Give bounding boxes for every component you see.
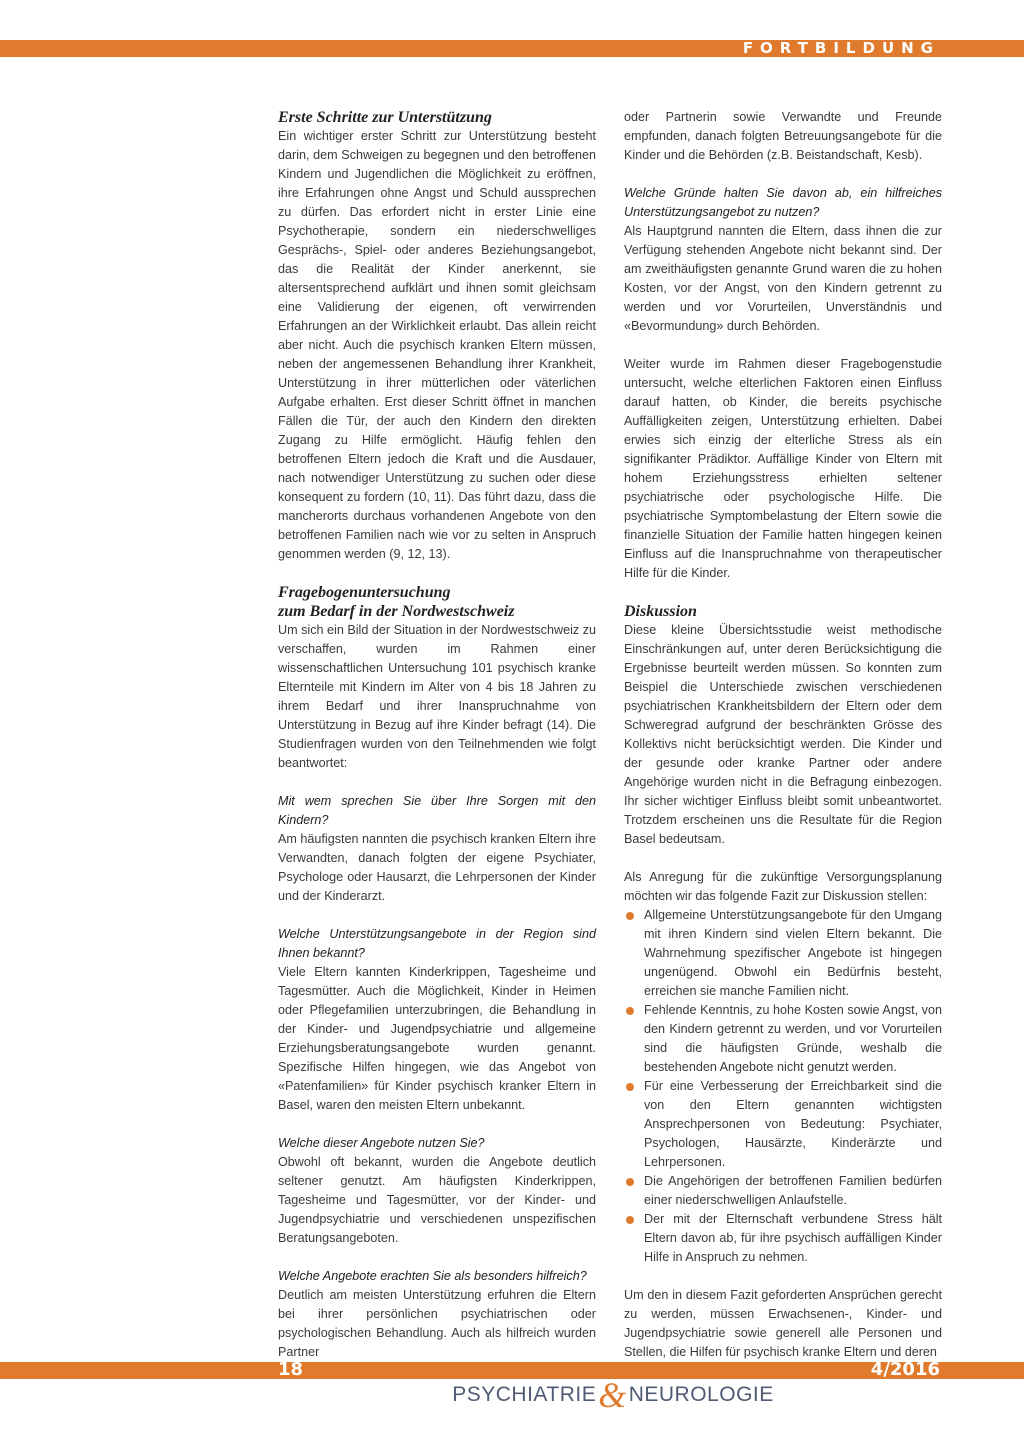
conclusion-list [624, 906, 942, 1267]
logo-text-right: NEUROLOGIE [628, 1383, 774, 1406]
left-column [278, 108, 596, 1362]
question: Welche Unterstützungsangebote in der Region sind Ihnen bekannt? [278, 927, 596, 960]
heading-first-steps: Erste Schritte zur Unterstützung [278, 109, 492, 126]
section-label: FORTBILDUNG [742, 39, 940, 57]
bullet-icon [626, 1216, 634, 1224]
list-item [624, 906, 942, 1001]
question: Welche Gründe halten Sie davon ab, ein hilfreiches Unterstützungsangebot zu nutzen? [624, 186, 942, 219]
bullet-icon [626, 912, 634, 920]
list-item [624, 1001, 942, 1077]
list-item [624, 1172, 942, 1210]
heading-discussion: Diskussion [624, 603, 697, 620]
bullet-icon [626, 1007, 634, 1015]
paragraph: oder Partnerin sowie Verwandte und Freunde empfunden, danach folgten Betreuungsangebote für die Kinder und die Behörden (z.B. Beistandschaft, Kesb). [624, 110, 942, 162]
issue-number: 4/2016 [870, 1359, 940, 1380]
paragraph: Um den in diesem Fazit geforderten Ansprüchen gerecht zu werden, müssen Erwachsenen-, Kinder- und Jugendpsychiatrie sowie generell alle Personen und Stellen, die Hilfen für psychisch kranke Eltern und deren [624, 1288, 942, 1359]
bullet-icon [626, 1178, 634, 1186]
answer: Als Hauptgrund nannten die Eltern, dass ihnen die zur Verfügung stehenden Angebote nicht bekannt sind. Der am zweithäufigsten genannte Grund waren die zu hohen Kosten, vor der Angst, von den Kindern getrennt zu werden und vor Vorurteilen, Unverständnis und «Bevormundung» durch Behörden. [624, 224, 942, 333]
question: Welche Angebote erachten Sie als besonders hilfreich? [278, 1269, 587, 1283]
paragraph: Um sich ein Bild der Situation in der Nordwestschweiz zu verschaffen, wurden im Rahmen einer wissenschaftlichen Untersuchung 101 psychisch kranke Elternteile mit Kindern im Alter von 4 bis 18 Jahren zu ihrem Bedarf und ihrer Inanspruchnahme von Unterstützung in Bezug auf ihre Kinder befragt (14). Die Studienfragen wurden von den Teilnehmenden wie folgt beantwortet: [278, 623, 596, 770]
bullet-icon [626, 1083, 634, 1091]
list-item-text: Die Angehörigen der betroffenen Familien bedürfen einer niederschwelligen Anlaufstelle. [644, 1174, 942, 1207]
answer: Am häufigsten nannten die psychisch kranken Eltern ihre Verwandten, danach folgten der eigene Psychiater, Psychologe oder Hausarzt, die Lehrpersonen der Kinder und der Kinderarzt. [278, 832, 596, 903]
question: Mit wem sprechen Sie über Ihre Sorgen mit den Kindern? [278, 794, 596, 827]
right-column [624, 108, 942, 1362]
logo-ampersand: & [598, 1375, 627, 1415]
list-item-text: Für eine Verbesserung der Erreichbarkeit sind die von den Eltern genannten wichtigsten Ansprechpersonen von Bedeutung: Psychiater, Psychologen, Hausärzte, Kinderärzte und Lehrpersonen. [644, 1079, 942, 1169]
heading-line: Fragebogenuntersuchung [278, 584, 451, 601]
logo-text-left: PSYCHIATRIE [452, 1383, 597, 1406]
paragraph: Diese kleine Übersichtsstudie weist methodische Einschränkungen auf, unter deren Berücksichtigung die Ergebnisse beurteilt werden müssen. So konnten zum Beispiel die Unterschiede zwischen verschiedenen psychiatrischen Krankheitsbildern der Eltern oder dem Schweregrad aufgrund der beschränkten Grösse des Kollektivs nicht berücksichtigt werden. Die Kinder und der gesunde oder kranke Partner oder andere Angehörige wurden nicht in die Befragung einbezogen. Ihr sicher wichtiger Einfluss bleibt somit unbeantwortet. Trotzdem erscheinen uns die Resultate für die Region Basel bedeutsam. [624, 623, 942, 846]
heading-line: zum Bedarf in der Nordwestschweiz [278, 603, 515, 620]
answer: Obwohl oft bekannt, wurden die Angebote deutlich seltener genutzt. Am häufigsten Kinderkrippen, Tagesheime und Tagesmütter, vor der Kinder- und Jugendpsychiatrie und verschiedenen unspezifischen Beratungsangeboten. [278, 1155, 596, 1245]
answer: Deutlich am meisten Unterstützung erfuhren die Eltern bei ihrer persönlichen psychiatrischen oder psychologischen Behandlung. Auch als hilfreich wurden Partner [278, 1288, 596, 1359]
list-item-text: Der mit der Elternschaft verbundene Stress hält Eltern davon ab, für ihre psychisch auffälligen Kinder Hilfe in Anspruch zu nehmen. [644, 1212, 942, 1264]
page-number: 18 [278, 1359, 304, 1380]
heading-questionnaire [278, 583, 596, 621]
list-item-text: Allgemeine Unterstützungsangebote für den Umgang mit ihren Kindern sind vielen Eltern bekannt. Die Wahrnehmung spezifischer Angebote ist hingegen ungenügend. Obwohl ein Bedürfnis besteht, erreichen sie manche Familien nicht. [644, 908, 942, 998]
list-item [624, 1210, 942, 1267]
journal-logo [452, 1375, 774, 1415]
paragraph: Weiter wurde im Rahmen dieser Fragebogenstudie untersucht, welche elterlichen Faktoren einen Einfluss darauf hatten, ob Kinder, die bereits psychische Auffälligkeiten zeigen, Unterstützung erhielten. Dabei erwies sich einzig der elterliche Stress als ein signifikanter Prädiktor. Auffällige Kinder von Eltern mit hohem Erziehungsstress erhielten seltener psychiatrische oder psychologische Hilfe. Die psychiatrische Symptombelastung der Eltern sowie die finanzielle Situation der Familie hatten hingegen keinen Einfluss auf die Inanspruchnahme von therapeutischer Hilfe für die Kinder. [624, 357, 942, 580]
list-item-text: Fehlende Kenntnis, zu hohe Kosten sowie Angst, von den Kindern getrennt zu werden, und vor Vorurteilen sind die häufigsten Gründe, weshalb die bestehenden Angebote nicht genutzt werden. [644, 1003, 942, 1074]
question: Welche dieser Angebote nutzen Sie? [278, 1136, 485, 1150]
paragraph: Ein wichtiger erster Schritt zur Unterstützung besteht darin, dem Schweigen zu begegnen und den betroffenen Kindern und Jugendlichen die Möglichkeit zu eröffnen, ihre Erfahrungen ohne Angst und Schuld aussprechen zu dürfen. Das erfordert nicht in erster Linie eine Psychotherapie, sondern ein niederschwelliges Gesprächs-, Spiel- oder anderes Beziehungsangebot, das die Realität der Kinder anerkennt, sie altersentsprechend aufklärt und ihnen somit gleichsam eine Validierung der eigenen, oft verwirrenden Erfahrungen an der Wirklichkeit erlaubt. Das allein reicht aber nicht. Auch die psychisch kranken Eltern müssen, neben der angemessenen Behandlung ihrer Krankheit, Unterstützung in ihrer mütterlichen oder väterlichen Aufgabe erhalten. Erst dieser Schritt öffnet in manchen Fällen die Tür, der auch den Kindern den direkten Zugang zu Hilfe ermöglicht. Häufig fehlen den betroffenen Eltern jedoch die Kraft und die Ausdauer, nach notwendiger Unterstützung zu suchen oder diese konsequent zu fordern (10, 11). Das führt dazu, dass die mancherorts durchaus vorhandenen Angebote von den betroffenen Familien nach wie vor zu selten in Anspruch genommen werden (9, 12, 13). [278, 129, 596, 561]
list-item [624, 1077, 942, 1172]
paragraph: Als Anregung für die zukünftige Versorgungsplanung möchten wir das folgende Fazit zur Diskussion stellen: [624, 870, 942, 903]
answer: Viele Eltern kannten Kinderkrippen, Tagesheime und Tagesmütter. Auch die Möglichkeit, Kinder in Heimen oder Pflegefamilien unterzubringen, die Behandlung in der Kinder- und Jugendpsychiatrie und allgemeine Erziehungsberatungsangebote wurden genannt. Spezifische Hilfen hingegen, wie das Angebot von «Patenfamilien» für Kinder psychisch kranker Eltern in Basel, waren den meisten Eltern unbekannt. [278, 965, 596, 1112]
